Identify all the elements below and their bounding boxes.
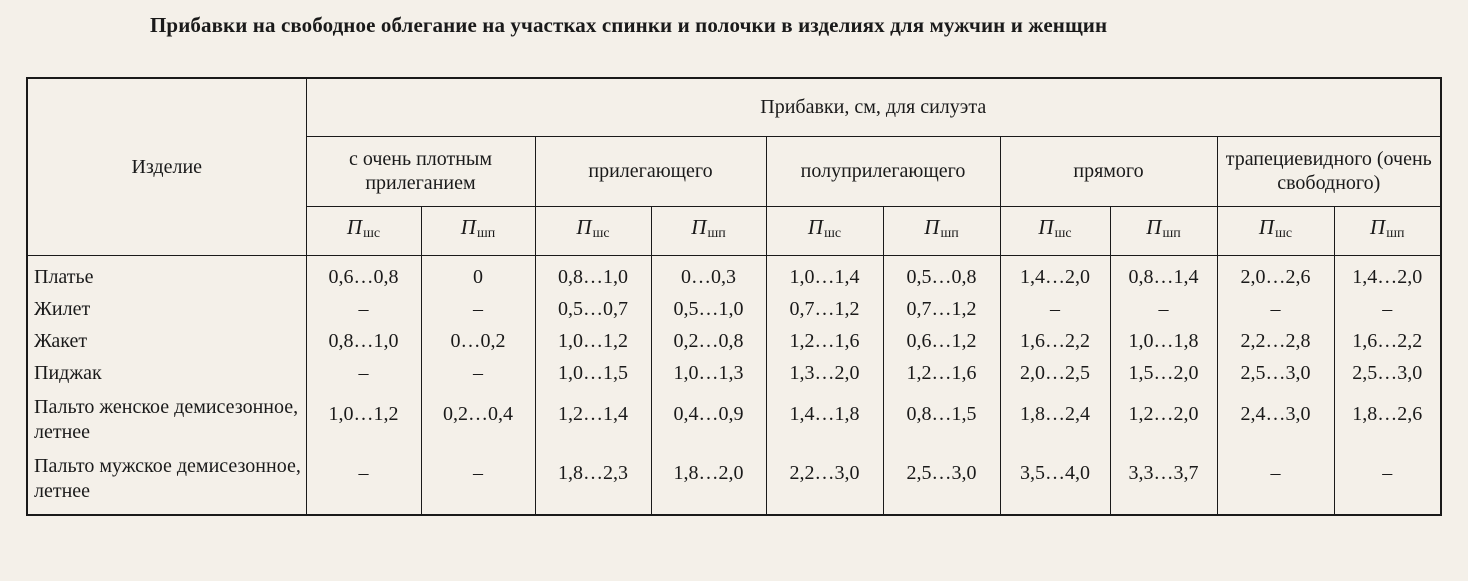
column-header-item: Изделие xyxy=(27,78,306,255)
row-item-name: Жакет xyxy=(27,322,306,354)
table-cell: 1,2…2,0 xyxy=(1110,386,1217,445)
table-cell: 1,8…2,3 xyxy=(535,445,651,515)
table-cell: 1,8…2,6 xyxy=(1334,386,1441,445)
silhouette-header-straight: прямого xyxy=(1000,136,1217,206)
table-cell: – xyxy=(306,290,421,322)
table-cell: 1,5…2,0 xyxy=(1110,354,1217,386)
table-row xyxy=(27,445,1441,515)
table-cell: – xyxy=(421,445,535,515)
table-cell: 0,4…0,9 xyxy=(651,386,766,445)
row-item-name: Пиджак xyxy=(27,354,306,386)
allowances-table-container xyxy=(26,77,1442,516)
table-cell: 1,8…2,4 xyxy=(1000,386,1110,445)
table-cell: – xyxy=(1217,290,1334,322)
table-cell: 2,5…3,0 xyxy=(1334,354,1441,386)
table-cell: 1,0…1,2 xyxy=(535,322,651,354)
allowances-table xyxy=(26,77,1442,516)
table-cell: 2,5…3,0 xyxy=(1217,354,1334,386)
table-cell: 0,8…1,5 xyxy=(883,386,1000,445)
group-header-allowances: Прибавки, см, для силуэта xyxy=(306,78,1441,136)
silhouette-header-trapeze: трапециевидного (очень свободного) xyxy=(1217,136,1441,206)
table-cell: 0…0,2 xyxy=(421,322,535,354)
table-cell: 2,4…3,0 xyxy=(1217,386,1334,445)
table-cell: 2,0…2,6 xyxy=(1217,255,1334,290)
table-cell: 1,0…1,3 xyxy=(651,354,766,386)
table-cell: 1,4…2,0 xyxy=(1000,255,1110,290)
symbol-header: $П_{шп}$ xyxy=(1334,206,1441,255)
table-row xyxy=(27,354,1441,386)
table-cell: 1,0…1,5 xyxy=(535,354,651,386)
table-cell: – xyxy=(1000,290,1110,322)
symbol-header: $П_{шп}$ xyxy=(651,206,766,255)
page-title: Прибавки на свободное облегание на участках спинки и полочки в изделиях для мужчин и женщин xyxy=(150,13,1108,37)
table-cell: – xyxy=(1334,290,1441,322)
table-cell: 0,8…1,0 xyxy=(306,322,421,354)
table-cell: – xyxy=(1334,445,1441,515)
table-cell: – xyxy=(306,445,421,515)
table-cell: 1,0…1,8 xyxy=(1110,322,1217,354)
table-cell: 0,2…0,4 xyxy=(421,386,535,445)
table-cell: – xyxy=(421,290,535,322)
table-cell: 0,8…1,0 xyxy=(535,255,651,290)
table-cell: 1,2…1,4 xyxy=(535,386,651,445)
table-cell: 0,6…0,8 xyxy=(306,255,421,290)
table-cell: 1,0…1,4 xyxy=(766,255,883,290)
table-cell: 0,7…1,2 xyxy=(883,290,1000,322)
table-row xyxy=(27,322,1441,354)
table-cell: – xyxy=(1217,445,1334,515)
symbol-header: $П_{шс}$ xyxy=(535,206,651,255)
table-cell: 0,5…0,8 xyxy=(883,255,1000,290)
table-cell: 1,4…1,8 xyxy=(766,386,883,445)
symbol-header: $П_{шс}$ xyxy=(766,206,883,255)
symbol-header: $П_{шс}$ xyxy=(1000,206,1110,255)
table-cell: 1,2…1,6 xyxy=(883,354,1000,386)
row-item-name: Пальто мужское демисезонное, летнее xyxy=(27,445,306,515)
symbol-header: $П_{шп}$ xyxy=(421,206,535,255)
row-item-name: Жилет xyxy=(27,290,306,322)
table-cell: 2,0…2,5 xyxy=(1000,354,1110,386)
table-cell: 2,2…2,8 xyxy=(1217,322,1334,354)
table-body xyxy=(27,255,1441,515)
table-header xyxy=(27,78,1441,255)
symbol-header: $П_{шс}$ xyxy=(1217,206,1334,255)
symbol-header: $П_{шс}$ xyxy=(306,206,421,255)
symbol-header: $П_{шп}$ xyxy=(883,206,1000,255)
table-row xyxy=(27,290,1441,322)
table-row xyxy=(27,255,1441,290)
table-row xyxy=(27,386,1441,445)
table-cell: 1,8…2,0 xyxy=(651,445,766,515)
table-cell: 1,3…2,0 xyxy=(766,354,883,386)
table-cell: 0,2…0,8 xyxy=(651,322,766,354)
table-cell: 0,8…1,4 xyxy=(1110,255,1217,290)
table-cell: 0,6…1,2 xyxy=(883,322,1000,354)
row-item-name: Платье xyxy=(27,255,306,290)
table-cell: – xyxy=(421,354,535,386)
table-cell: 0,5…1,0 xyxy=(651,290,766,322)
table-cell: – xyxy=(1110,290,1217,322)
table-cell: 2,2…3,0 xyxy=(766,445,883,515)
silhouette-header-semi-fitted: полуприлегающего xyxy=(766,136,1000,206)
silhouette-header-very-tight: с очень плотным прилеганием xyxy=(306,136,535,206)
table-cell: 2,5…3,0 xyxy=(883,445,1000,515)
table-cell: 3,3…3,7 xyxy=(1110,445,1217,515)
table-cell: 0…0,3 xyxy=(651,255,766,290)
table-cell: 1,4…2,0 xyxy=(1334,255,1441,290)
table-cell: 1,0…1,2 xyxy=(306,386,421,445)
table-cell: 1,6…2,2 xyxy=(1000,322,1110,354)
table-cell: 1,6…2,2 xyxy=(1334,322,1441,354)
silhouette-header-fitted: прилегающего xyxy=(535,136,766,206)
table-cell: 1,2…1,6 xyxy=(766,322,883,354)
row-item-name: Пальто женское демисезонное, летнее xyxy=(27,386,306,445)
table-cell: – xyxy=(306,354,421,386)
symbol-header: $П_{шп}$ xyxy=(1110,206,1217,255)
table-cell: 0,5…0,7 xyxy=(535,290,651,322)
table-cell: 3,5…4,0 xyxy=(1000,445,1110,515)
table-cell: 0,7…1,2 xyxy=(766,290,883,322)
table-cell: 0 xyxy=(421,255,535,290)
